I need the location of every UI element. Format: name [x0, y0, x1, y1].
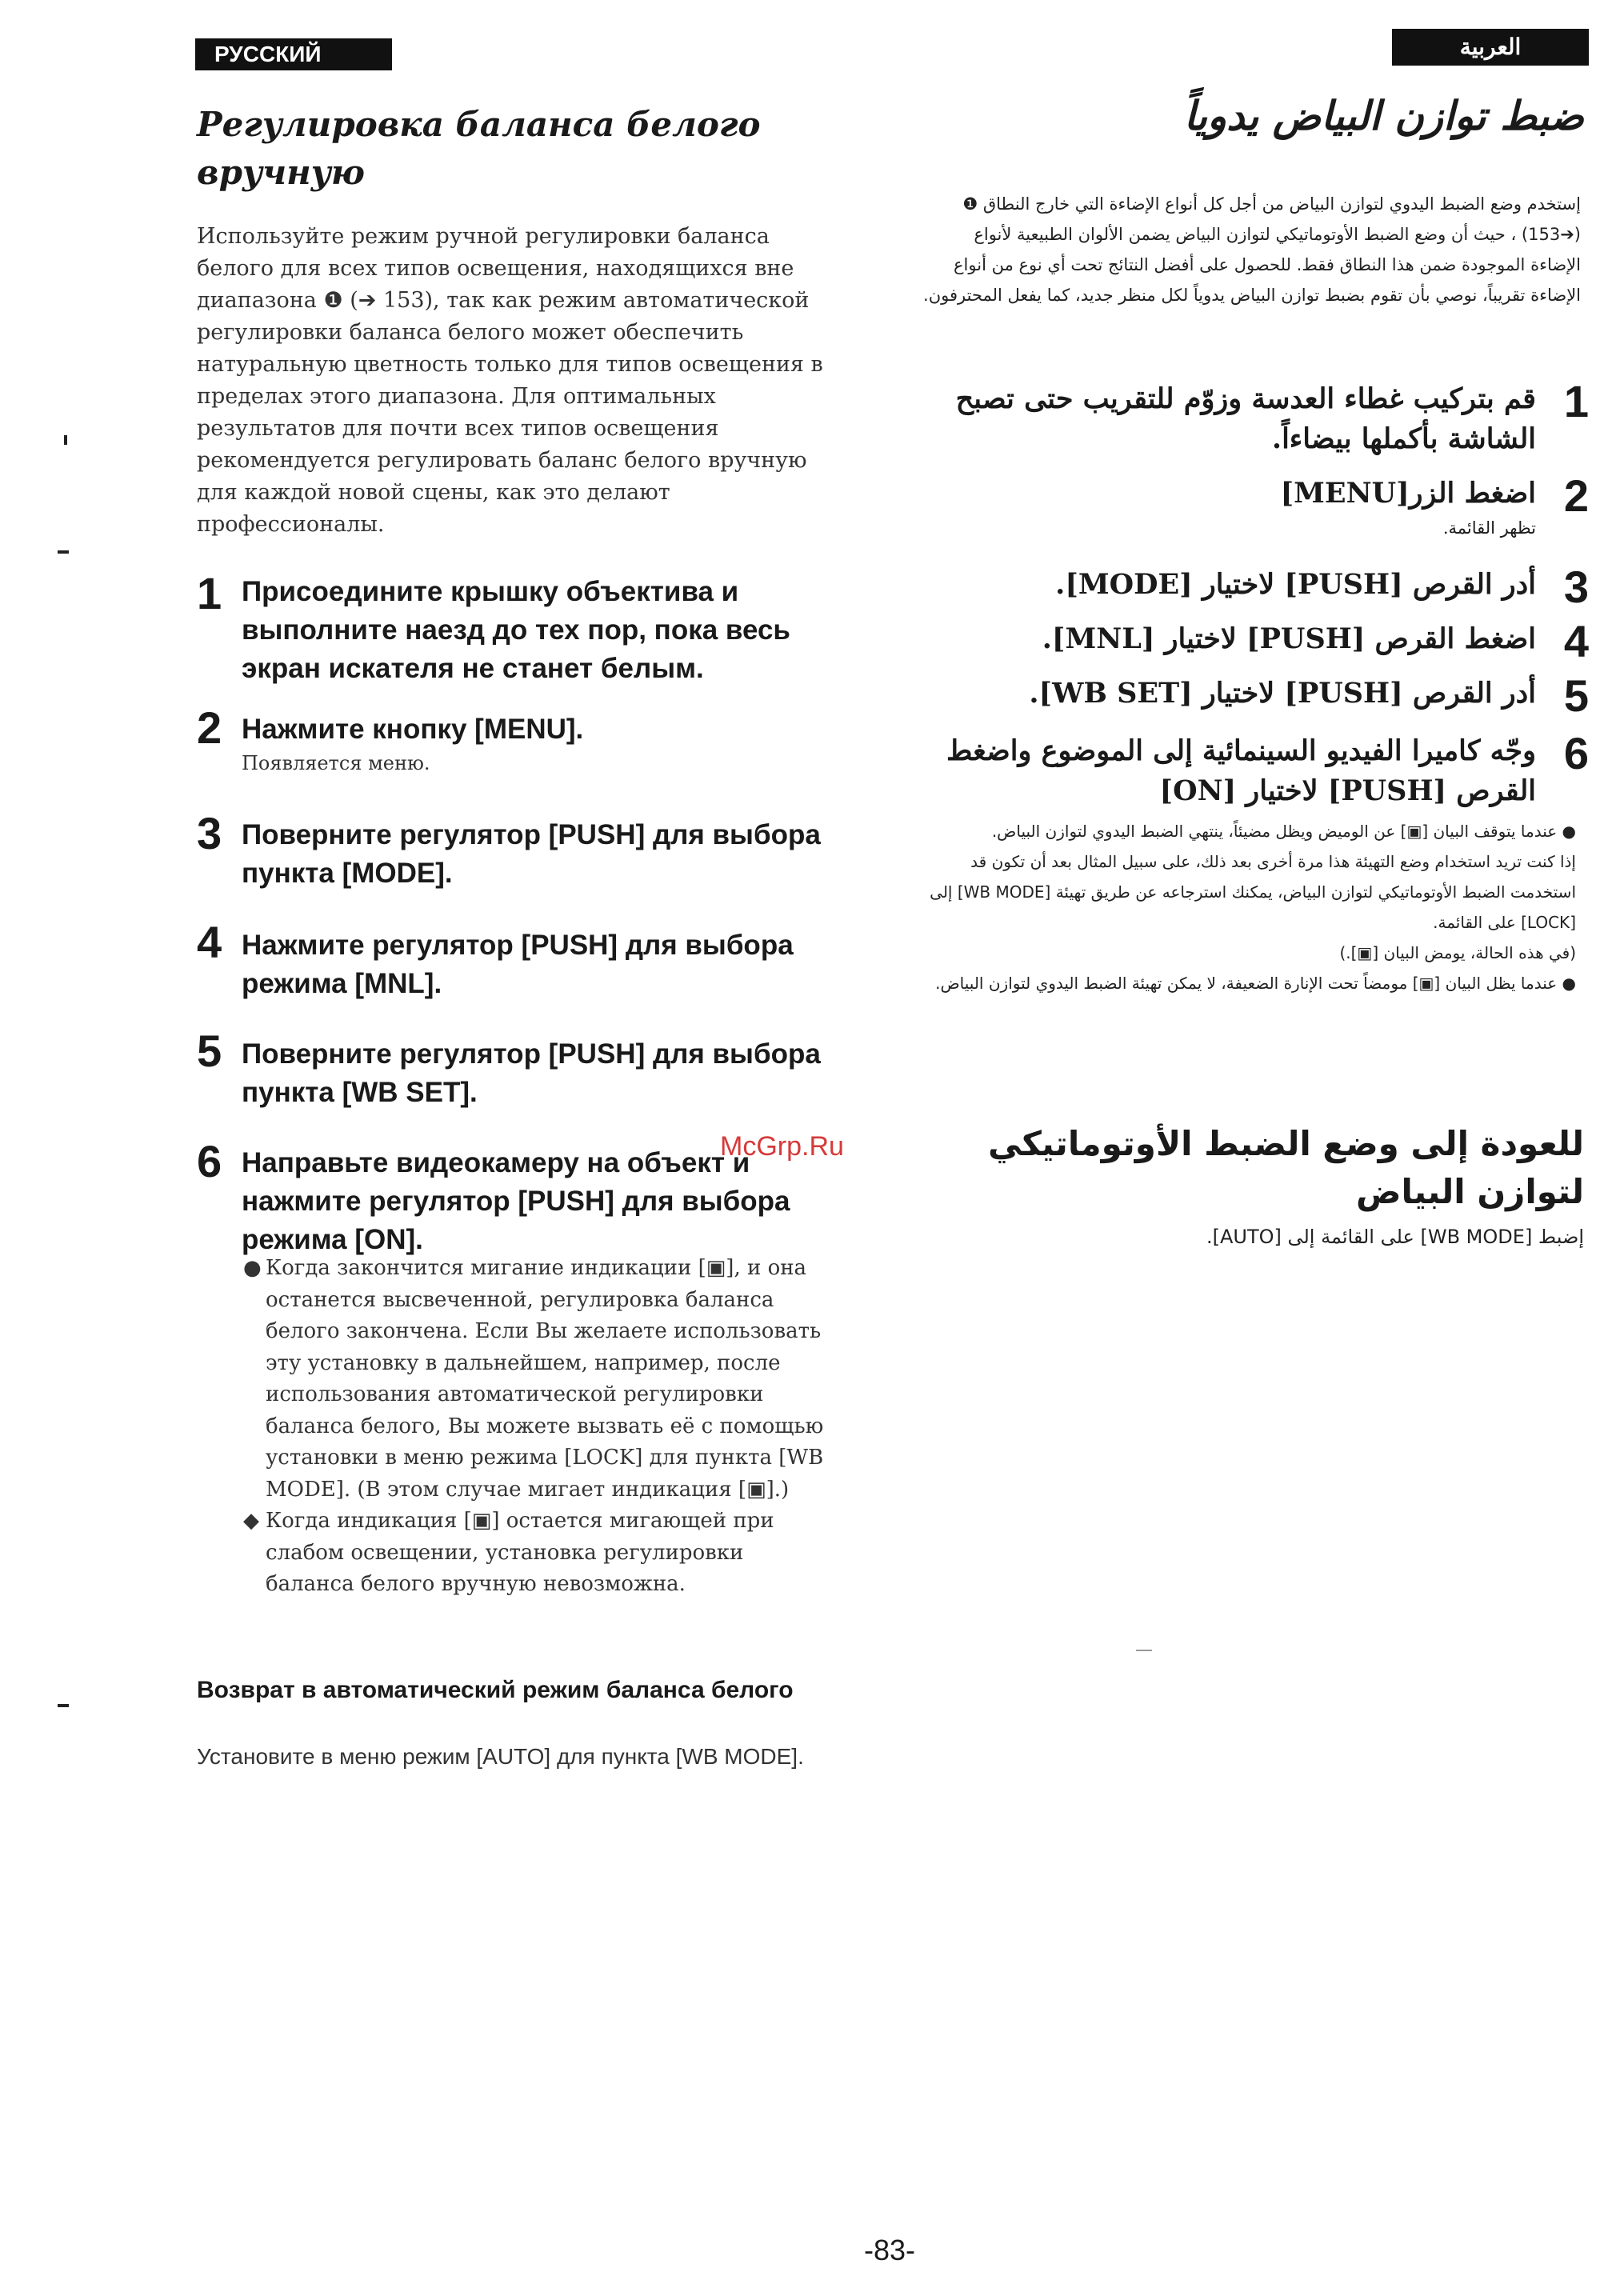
ru-page-title: Регулировка баланса белого вручную — [197, 105, 761, 192]
ar-step-text: اضغط الزر[MENU] — [1280, 477, 1536, 510]
ru-step-number: 5 — [197, 1026, 222, 1076]
ar-note: (في هذه الحالة، يومض البيان [▣].) — [1339, 943, 1576, 962]
ru-step-number: 3 — [197, 808, 222, 858]
ru-step-text: Поверните регулятор [PUSH] для выбора пункта [MODE]. — [242, 819, 821, 889]
ru-return-heading: Возврат в автоматический режим баланса белого — [197, 1677, 794, 1703]
ru-return-text: Установите в меню режим [AUTO] для пункта [WB MODE]. — [197, 1744, 804, 1769]
language-tag-russian: РУССКИЙ ЯЗЫК — [195, 38, 392, 70]
bullet-mark: ● — [243, 1256, 262, 1280]
ar-intro-paragraph: إستخدم وضع الضبط اليدوي لتوازن البياض من أجل كل أنواع الإضاءة التي خارج النطاق ❶ (➔153) ، حيث أن وضع الضبط الأوتوماتيكي لتوازن البياض يضمن الألوان الطبيعية لأنواع الإضاءة الموجودة ضمن هذا النطاق فقط. للحصول على أفضل النتائج تحت أي نوع من أنواع الإضاءة تقريباً، نوصي بأن تقوم بضبط توازن البياض يدوياً لكل منظر جديد، كما يفعل المحترفون. — [923, 194, 1581, 305]
margin-mark — [58, 1704, 69, 1707]
ar-return-heading: للعودة إلى وضع الضبط الأوتوماتيكي لتوازن البياض — [988, 1124, 1584, 1211]
language-tag-arabic: العربية — [1392, 29, 1589, 66]
bullet-mark: ◆ — [243, 1509, 259, 1533]
ar-page-title: ضبط توازن البياض يدوياً — [1183, 93, 1584, 139]
ar-step-text-wrap — [896, 474, 1536, 542]
ar-step-number: 1 — [1563, 376, 1589, 426]
ru-intro-paragraph: Используйте режим ручной регулировки баланса белого для всех типов освещения, находящихся вне диапазона ❶ (➔ 153), так как режим автоматической регулировки баланса белого может обеспечить натуральную цветность только для типов освещения в пределах этого диапазона. Для оптимальных результатов для почти всех типов освещения рекомендуется регулировать баланс белого вручную для каждой новой сцены, как это делают профессионалы. — [197, 224, 823, 537]
ru-bullet-list — [243, 1253, 835, 1601]
ar-step-text: أدر القرص [PUSH] لاختيار [MODE]. — [1055, 568, 1536, 601]
list-item — [243, 1253, 835, 1506]
ru-step-number: 1 — [197, 568, 222, 618]
ar-step-text: وجّه كاميرا الفيديو السينمائية إلى الموضوع واضغط القرص [PUSH] لاختيار [ON] — [946, 734, 1536, 807]
ru-step-text: Присоедините крышку объектива и выполните наезд до тех пор, пока весь экран искателя не станет белым. — [242, 576, 790, 684]
ar-step-number: 6 — [1563, 728, 1589, 778]
ar-return-text: إضبط [WB MODE] على القائمة إلى [AUTO]. — [1206, 1226, 1584, 1248]
margin-mark — [64, 435, 67, 445]
page-number: -83- — [864, 2234, 916, 2266]
ar-step-number: 3 — [1563, 562, 1589, 612]
ar-notes — [920, 816, 1576, 998]
ru-step-text: Нажмите регулятор [PUSH] для выбора режима [MNL]. — [242, 930, 794, 999]
margin-mark — [58, 550, 69, 554]
list-item — [243, 1506, 835, 1601]
ar-step-text: اضغط القرص [PUSH] لاختيار [MNL]. — [1042, 622, 1536, 655]
ar-step-subtext: تظهر القائمة. — [1442, 518, 1536, 538]
bullet-text: Когда закончится мигание индикации [▣], и она останется высвеченной, регулировка баланса белого закончена. Если Вы желаете использовать эту установку в дальнейшем, например, после использования автоматической регулировки баланса белого, Вы можете вызвать её с помощью установки в меню режима [LOCK] для пункта [WB MODE]. (В этом случае мигает индикация [▣].) — [266, 1256, 824, 1502]
ar-step-number: 2 — [1563, 470, 1589, 521]
ar-step-text: أدر القرص [PUSH] لاختيار [WB SET]. — [1029, 677, 1536, 710]
ru-step-number: 6 — [197, 1136, 222, 1186]
ru-step-text-wrap — [242, 710, 834, 778]
bullet-text: Когда индикация [▣] остается мигающей при слабом освещении, установка регулировки баланса белого вручную невозможна. — [266, 1509, 774, 1596]
ar-note: ● عندما يتوقف البيان [▣] عن الوميض ويظل مضيئاً، ينتهي الضبط اليدوي لتوازن البياض. — [991, 822, 1576, 841]
ru-step-text: Нажмите кнопку [MENU]. — [242, 714, 584, 745]
ar-step-number: 5 — [1563, 670, 1589, 721]
ru-step-text: Поверните регулятор [PUSH] для выбора пункта [WB SET]. — [242, 1038, 821, 1108]
ar-note: إذا كنت تريد استخدام وضع التهيئة هذا مرة أخرى بعد ذلك، على سبيل المثال بعد أن تكون قد استخدمت الضبط الأوتوماتيكي لتوازن البياض، يمكنك استرجاعه عن طريق تهيئة [WB MODE] إلى [LOCK] على القائمة. — [930, 852, 1576, 932]
divider — [1136, 1650, 1152, 1651]
watermark-text: McGrp.Ru — [720, 1131, 844, 1162]
ru-step-number: 4 — [197, 917, 222, 967]
ar-note: ● عندما يظل البيان [▣] مومضاً تحت الإنارة الضعيفة، لا يمكن تهيئة الضبط اليدوي لتوازن البياض. — [935, 974, 1576, 993]
ru-step-subtext: Появляется меню. — [242, 752, 430, 774]
ar-step-text: قم بتركيب غطاء العدسة وزوّم للتقريب حتى تصبح الشاشة بأكملها بيضاءاً. — [955, 382, 1536, 455]
ar-step-number: 4 — [1563, 616, 1589, 666]
ru-step-text: Направьте видеокамеру на объект и нажмите регулятор [PUSH] для выбора режима [ON]. — [242, 1147, 790, 1255]
ru-step-number: 2 — [197, 702, 222, 753]
